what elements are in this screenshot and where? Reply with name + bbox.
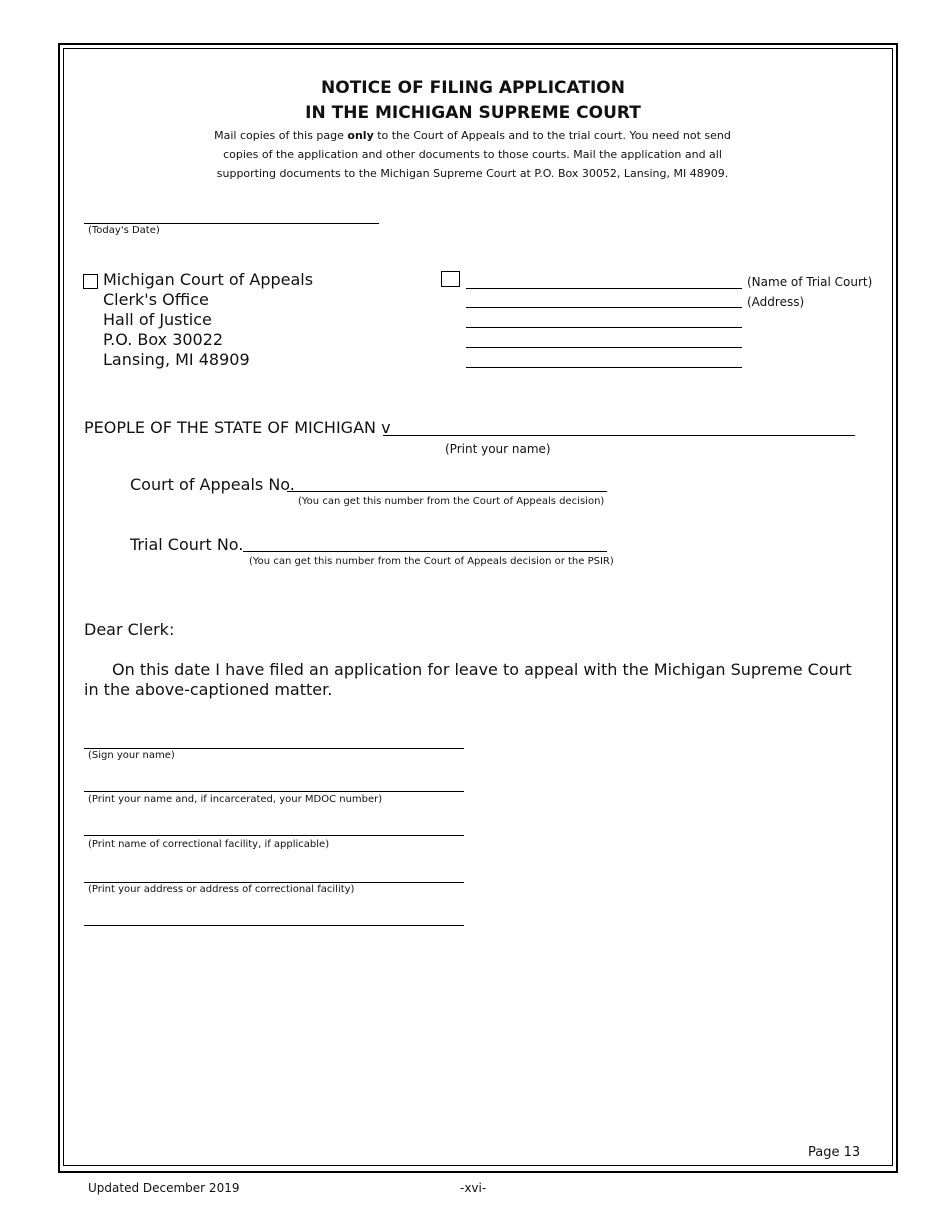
trial-number-label: Trial Court No.	[130, 535, 244, 554]
court-of-appeals-office: Clerk's Office	[103, 290, 209, 309]
roman-page-number: -xvi-	[460, 1181, 487, 1195]
intro-instructions: Mail copies of this page only to the Court of Appeals and to the trial court. You need not send copies of the application and other documents to those courts. Mail the application and all supporting documents to the Michigan Supreme Court at P.O. Box 30052, Lansing, MI 48909.	[214, 129, 731, 180]
updated-date: Updated December 2019	[88, 1181, 240, 1195]
form-title-line1: NOTICE OF FILING APPLICATION	[321, 78, 625, 98]
page-border-inner	[63, 48, 893, 1166]
signature-line[interactable]	[84, 748, 464, 749]
coa-number-line[interactable]	[287, 491, 607, 492]
caption-prefix: PEOPLE OF THE STATE OF MICHIGAN v	[84, 418, 391, 437]
facility-line[interactable]	[84, 835, 464, 836]
facility-label: (Print name of correctional facility, if applicable)	[88, 839, 330, 850]
page-number: Page 13	[808, 1145, 861, 1160]
court-of-appeals-checkbox[interactable]	[83, 274, 98, 289]
court-of-appeals-building: Hall of Justice	[103, 310, 212, 329]
court-of-appeals-pobox: P.O. Box 30022	[103, 330, 224, 349]
intro-bold-word: only	[347, 129, 374, 142]
coa-number-hint: (You can get this number from the Court of Appeals decision)	[298, 496, 605, 507]
trial-court-address-line-1[interactable]	[466, 307, 742, 308]
trial-court-checkbox[interactable]	[441, 271, 460, 287]
date-label: (Today's Date)	[88, 225, 160, 236]
letter-body: On this date I have filed an application for leave to appeal with the Michigan Supreme Court in the above-captioned matter.	[84, 660, 852, 699]
trial-number-hint: (You can get this number from the Court of Appeals decision or the PSIR)	[249, 556, 614, 567]
printed-name-line[interactable]	[84, 791, 464, 792]
defendant-name-hint: (Print your name)	[445, 442, 551, 456]
court-of-appeals-name: Michigan Court of Appeals	[103, 270, 314, 289]
trial-court-address-line-2[interactable]	[466, 327, 742, 328]
salutation: Dear Clerk:	[84, 620, 175, 639]
trial-court-address-line-3[interactable]	[466, 347, 742, 348]
trial-court-name-label: (Name of Trial Court)	[747, 275, 873, 289]
form-title-line2: IN THE MICHIGAN SUPREME COURT	[305, 103, 641, 123]
trial-court-address-label: (Address)	[747, 295, 805, 309]
trial-court-address-line-4[interactable]	[466, 367, 742, 368]
date-line[interactable]	[84, 223, 379, 224]
signature-label: (Sign your name)	[88, 750, 175, 761]
trial-court-name-line[interactable]	[466, 288, 742, 289]
trial-number-line[interactable]	[243, 551, 607, 552]
defendant-name-line[interactable]	[383, 435, 855, 436]
address-line-2[interactable]	[84, 925, 464, 926]
address-line-1[interactable]	[84, 882, 464, 883]
address-label: (Print your address or address of correctional facility)	[88, 884, 355, 895]
printed-name-label: (Print your name and, if incarcerated, your MDOC number)	[88, 794, 383, 805]
court-of-appeals-city: Lansing, MI 48909	[103, 350, 250, 369]
coa-number-label: Court of Appeals No.	[130, 475, 295, 494]
